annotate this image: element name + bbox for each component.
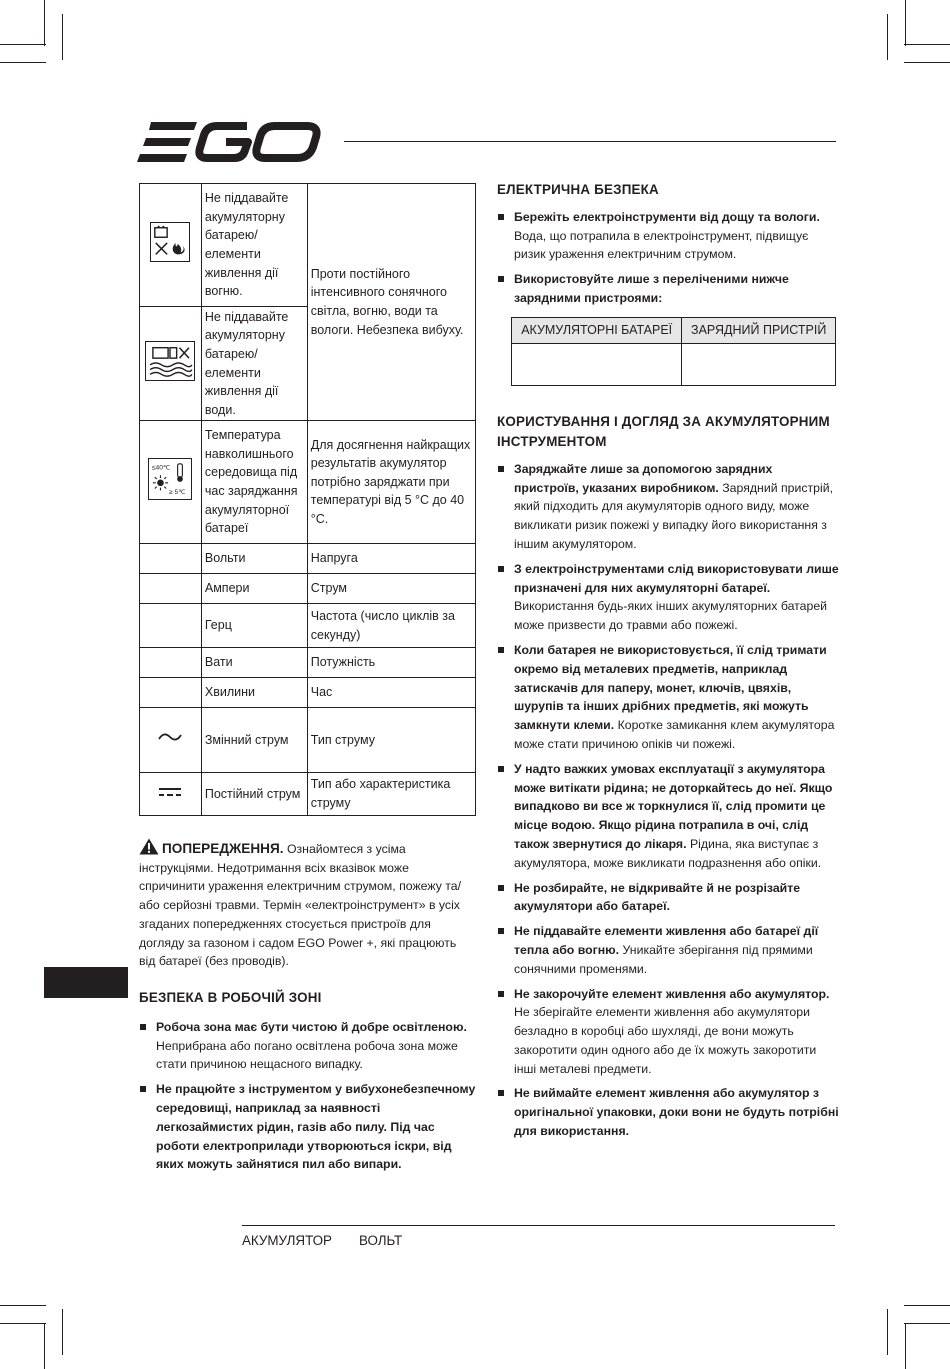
list-item [497, 208, 839, 264]
section-heading: ЕЛЕКТРИЧНА БЕЗПЕКА [497, 182, 659, 197]
item-text: Використання будь-яких інших акумуляторних батарей може призвести до травми або пожежі. [514, 599, 828, 633]
crop-mark [62, 1309, 63, 1355]
symbols-table [139, 183, 476, 816]
list-item [139, 1018, 477, 1074]
item-bold-text: Не закорочуйте елемент живлення або акумулятор. [514, 986, 830, 1001]
symbol-cell [140, 184, 202, 307]
table-row [140, 708, 476, 773]
symbol-cell [140, 544, 202, 574]
table-row [140, 184, 476, 307]
symbol-description: Потужність [307, 648, 475, 678]
alternating-current-icon [157, 730, 183, 744]
item-bold-text: Заряджайте лише за допомогою зарядних пристроїв, указаних виробником. [514, 461, 773, 495]
bullet-list [139, 1018, 477, 1174]
bullet-list [497, 208, 839, 308]
crop-mark [0, 62, 46, 63]
footer-rule [242, 1225, 835, 1226]
item-bold-text: Не виймайте елемент живлення або акумулятор з оригінальної упаковки, доки вони не будуть потрібні для використання. [514, 1086, 839, 1139]
item-bold-text: Коли батарея не використовується, її слід тримати окремо від металевих предметів, наприклад затискачів для паперу, монет, ключів, цвяхів, шурупів та інших дрібних предметів, які можуть замкнути клеми. [514, 642, 827, 733]
warning-text: Ознайомтеся з усіма інструкціями. Недотримання всіх вказівок може спричинити ураження електричним струмом, пожежу та/або серйозні травми. Термін «електроінструмент» в усіх згаданих попередженнях стосується пристроїв для догляду за газоном і садом EGO Power +, які працюють від батареї (без проводів). [139, 842, 462, 969]
symbol-name: Герц [201, 604, 307, 648]
table-row [140, 421, 476, 544]
item-bold-text: Використовуйте лише з переліченими нижче зарядними пристроями: [514, 272, 789, 305]
symbol-name: Постійний струм [201, 773, 307, 816]
charger-table [511, 317, 836, 386]
list-item [497, 641, 839, 754]
right-column [497, 181, 839, 1147]
footer-left: АКУМУЛЯТОР [242, 1233, 332, 1248]
symbol-cell [140, 708, 202, 773]
item-bold-text: Не піддавайте елементи живлення або батареї дії тепла або вогню. [514, 924, 819, 957]
crop-mark [904, 1323, 950, 1324]
table-header: ЗАРЯДНИЙ ПРИСТРІЙ [682, 317, 836, 343]
section-heading: БЕЗПЕКА В РОБОЧІЙ ЗОНІ [139, 990, 322, 1005]
symbol-cell [140, 773, 202, 816]
symbol-cell [140, 648, 202, 678]
symbol-name: Ампери [201, 574, 307, 604]
crop-mark [905, 1323, 906, 1369]
item-text: Коротке замикання клем акумулятора може стати причиною опіків чи пожежі. [514, 718, 835, 751]
item-text: Уникайте зберігання під прямими сонячними променями. [514, 942, 813, 976]
no-water-battery-icon [145, 341, 195, 381]
symbol-description: Струм [307, 574, 475, 604]
symbol-name: Не піддавайте акумуляторну батарею/ елементи живлення дії води. [201, 307, 307, 421]
table-row [140, 678, 476, 708]
symbol-description: Час [307, 678, 475, 708]
symbol-cell [140, 574, 202, 604]
symbol-name: Вати [201, 648, 307, 678]
general-warning [139, 838, 475, 971]
bullet-list [497, 460, 839, 1141]
list-item [497, 270, 839, 308]
item-bold-text: Не працюйте з інструментом у вибухонебезпечному середовищі, наприклад за наявності легкозаймистих рідин, газів або пилу. Під час роботи електроприлади утворюються іскри, від яких можуть зайнятися пил або випари. [156, 1082, 476, 1172]
symbol-name: Змінний струм [201, 708, 307, 773]
symbol-description: Для досягнення найкращих результатів акумулятор потрібно заряджати при температурі від 5 °C до 40 °C. [307, 421, 475, 544]
symbol-name: Хвилини [201, 678, 307, 708]
header-rule [344, 141, 836, 142]
crop-mark [0, 44, 46, 45]
table-header-row [512, 317, 836, 343]
crop-mark [904, 44, 950, 45]
footer-right: ВОЛЬТ [359, 1233, 403, 1248]
no-fire-battery-icon [150, 222, 190, 262]
temperature-icon [148, 458, 192, 500]
crop-mark [0, 1305, 46, 1306]
item-text: Рідина, яка виступає з акумулятора, може викликати подразнення або опіки. [514, 836, 822, 870]
symbol-description: Частота (число циклів за секунду) [307, 604, 475, 648]
table-header: АКУМУЛЯТОРНІ БАТАРЕЇ [512, 317, 682, 343]
table-row [512, 343, 836, 385]
table-row [140, 604, 476, 648]
crop-mark [44, 0, 45, 46]
temperature-max-label: ≤40℃ [152, 464, 171, 472]
table-cell [512, 343, 682, 385]
temperature-min-label: ≥ 5℃ [169, 489, 187, 497]
crop-mark [62, 14, 63, 60]
list-item [497, 985, 839, 1079]
symbol-cell [140, 604, 202, 648]
table-row [140, 648, 476, 678]
item-text: Зарядний пристрій, який підходить для акумуляторів одного виду, може викликати ризик пожежі у випадку його використання з іншим акумулятором. [514, 480, 833, 551]
list-item [497, 460, 839, 554]
item-bold-text: Бережіть електроінструменти від дощу та вологи. [514, 209, 820, 224]
item-bold-text: З електроінструментами слід використовувати лише призначені для них акумуляторні батареї. [514, 561, 839, 595]
crop-mark [44, 1323, 45, 1369]
list-item [497, 879, 839, 917]
symbol-cell [140, 307, 202, 421]
symbol-description: Тип струму [307, 708, 475, 773]
ego-logo [137, 120, 329, 164]
list-item [497, 1084, 839, 1140]
item-bold-text: У надто важких умовах експлуатації з акумулятора може витікати рідина; не доторкайтесь до неї. Якщо випадково ви все ж торкнулися її, слід промити це місце водою. Якщо рідина потрапила в очі, слід також звернутися до лікаря. [514, 761, 833, 851]
symbol-description: Напруга [307, 544, 475, 574]
section-tab-marker [44, 967, 128, 998]
direct-current-icon [158, 786, 182, 798]
symbol-description: Тип або характеристика струму [307, 773, 475, 816]
table-cell [682, 343, 836, 385]
symbol-description: Проти постійного інтенсивного сонячного світла, вогню, води та вологи. Небезпека вибуху. [307, 184, 475, 421]
symbol-name: Вольти [201, 544, 307, 574]
warning-triangle-icon [139, 838, 159, 855]
table-row [140, 574, 476, 604]
symbol-cell [140, 421, 202, 544]
crop-mark [904, 1305, 950, 1306]
crop-mark [904, 62, 950, 63]
crop-mark [887, 14, 888, 60]
list-item [139, 1080, 477, 1174]
item-text: Неприбрана або погано освітлена робоча зона може стати причиною нещасного випадку. [156, 1038, 458, 1072]
symbol-cell [140, 678, 202, 708]
section-heading: КОРИСТУВАННЯ І ДОГЛЯД ЗА АКУМУЛЯТОРНИМ ІНСТРУМЕНТОМ [497, 413, 830, 449]
list-item [497, 760, 839, 873]
table-row [140, 773, 476, 816]
table-row [140, 544, 476, 574]
crop-mark [887, 1309, 888, 1355]
crop-mark [905, 0, 906, 46]
item-bold-text: Не розбирайте, не відкривайте й не розрізайте акумулятори або батареї. [514, 880, 801, 914]
work-area-section [139, 989, 477, 1180]
item-text: Не зберігайте елементи живлення або акумулятори безладно в коробці або шухляді, де вони можуть закоротити один одного або де їх можуть закоротити інші металеві предмети. [514, 1005, 817, 1076]
list-item [497, 560, 839, 635]
warning-title: ПОПЕРЕДЖЕННЯ. [162, 841, 284, 856]
symbol-name: Не піддавайте акумуляторну батарею/ елементи живлення дії вогню. [201, 184, 307, 307]
item-text: Вода, що потрапила в електроінструмент, підвищує ризик ураження електричним струмом. [514, 228, 809, 262]
list-item [497, 922, 839, 978]
symbol-name: Температура навколишнього середовища під час заряджання акумуляторної батареї [201, 421, 307, 544]
item-bold-text: Робоча зона має бути чистою й добре освітленою. [156, 1019, 467, 1034]
crop-mark [0, 1323, 46, 1324]
